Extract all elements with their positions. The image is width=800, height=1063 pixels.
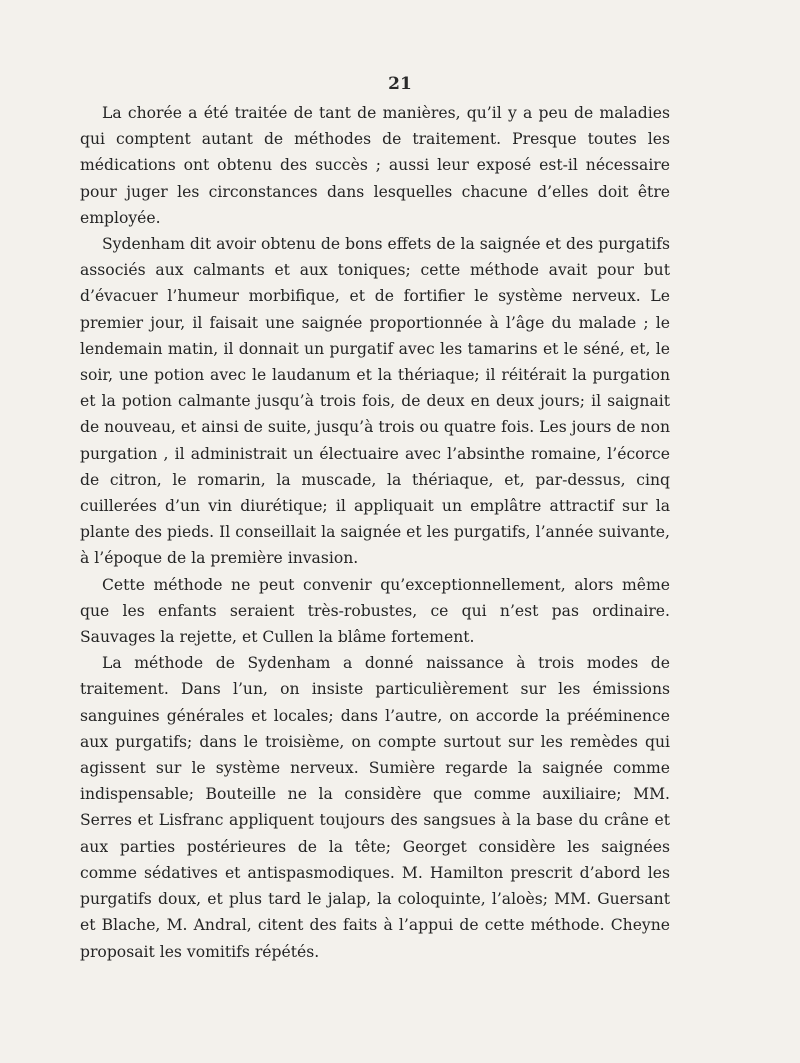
paragraph-sydenham: Sydenham dit avoir obtenu de bons effets de la saignée et des purgatifs associés aux calmants et aux toniques; cette méthode avait pour but d’évacuer l’humeur morbifique, et de fortifier le système nerveux. Le premier jour, il faisait une saignée proportionnée à l’âge du malade ; le lendemain matin, il donnait un purgatif avec les tamarins et le séné, et, le soir, une potion avec le laudanum et la thériaque; il réitérait la purgation et la potion calmante jusqu’à trois fois, de deux en deux jours; il saignait de nouveau, et ainsi de suite, jusqu’à trois ou quatre fois. Les jours de non purgation , il administrait un électuaire avec l’absinthe romaine, l’écorce de citron, le romarin, la muscade, la thériaque, et, par-dessus, cinq cuillerées d’un vin diurétique; il appliquait un emplâtre attractif sur la plante des pieds. Il conseillait la saignée et les purgatifs, l’année suivante, à l’époque de la première invasion. (80, 235, 670, 568)
body-text (80, 100, 670, 965)
paragraph-intro: La chorée a été traitée de tant de manières, qu’il y a peu de maladies qui comptent autant de méthodes de traitement. Presque toutes les médications ont obtenu des succès ; aussi leur exposé est-il nécessaire pour juger les circonstances dans lesquelles chacune d’elles doit être employée. (80, 104, 670, 227)
paragraph-three-modes: La méthode de Sydenham a donné naissance à trois modes de traitement. Dans l’un, on insiste particulièrement sur les émissions sanguines générales et locales; dans l’autre, on accorde la prééminence aux purgatifs; dans le troisième, on compte surtout sur les remèdes qui agissent sur le système nerveux. Sumière regarde la saignée comme indispensable; Bouteille ne la considère que comme auxiliaire; MM. Serres et Lisfranc appliquent toujours des sangsues à la base du crâne et aux parties postérieures de la tête; Georget considère les saignées comme sédatives et antispasmodiques. M. Hamilton prescrit d’abord les purgatifs doux, et plus tard le jalap, la coloquinte, l’aloès; MM. Guersant et Blache, M. Andral, citent des faits à l’appui de cette méthode. Cheyne proposait les vomitifs répétés. (80, 654, 670, 961)
paragraph-exception: Cette méthode ne peut convenir qu’exceptionnellement, alors même que les enfants seraient très-robustes, ce qui n’est pas ordinaire. Sauvages la rejette, et Cullen la blâme fortement. (80, 575, 670, 647)
page-number: 21 (388, 74, 412, 94)
